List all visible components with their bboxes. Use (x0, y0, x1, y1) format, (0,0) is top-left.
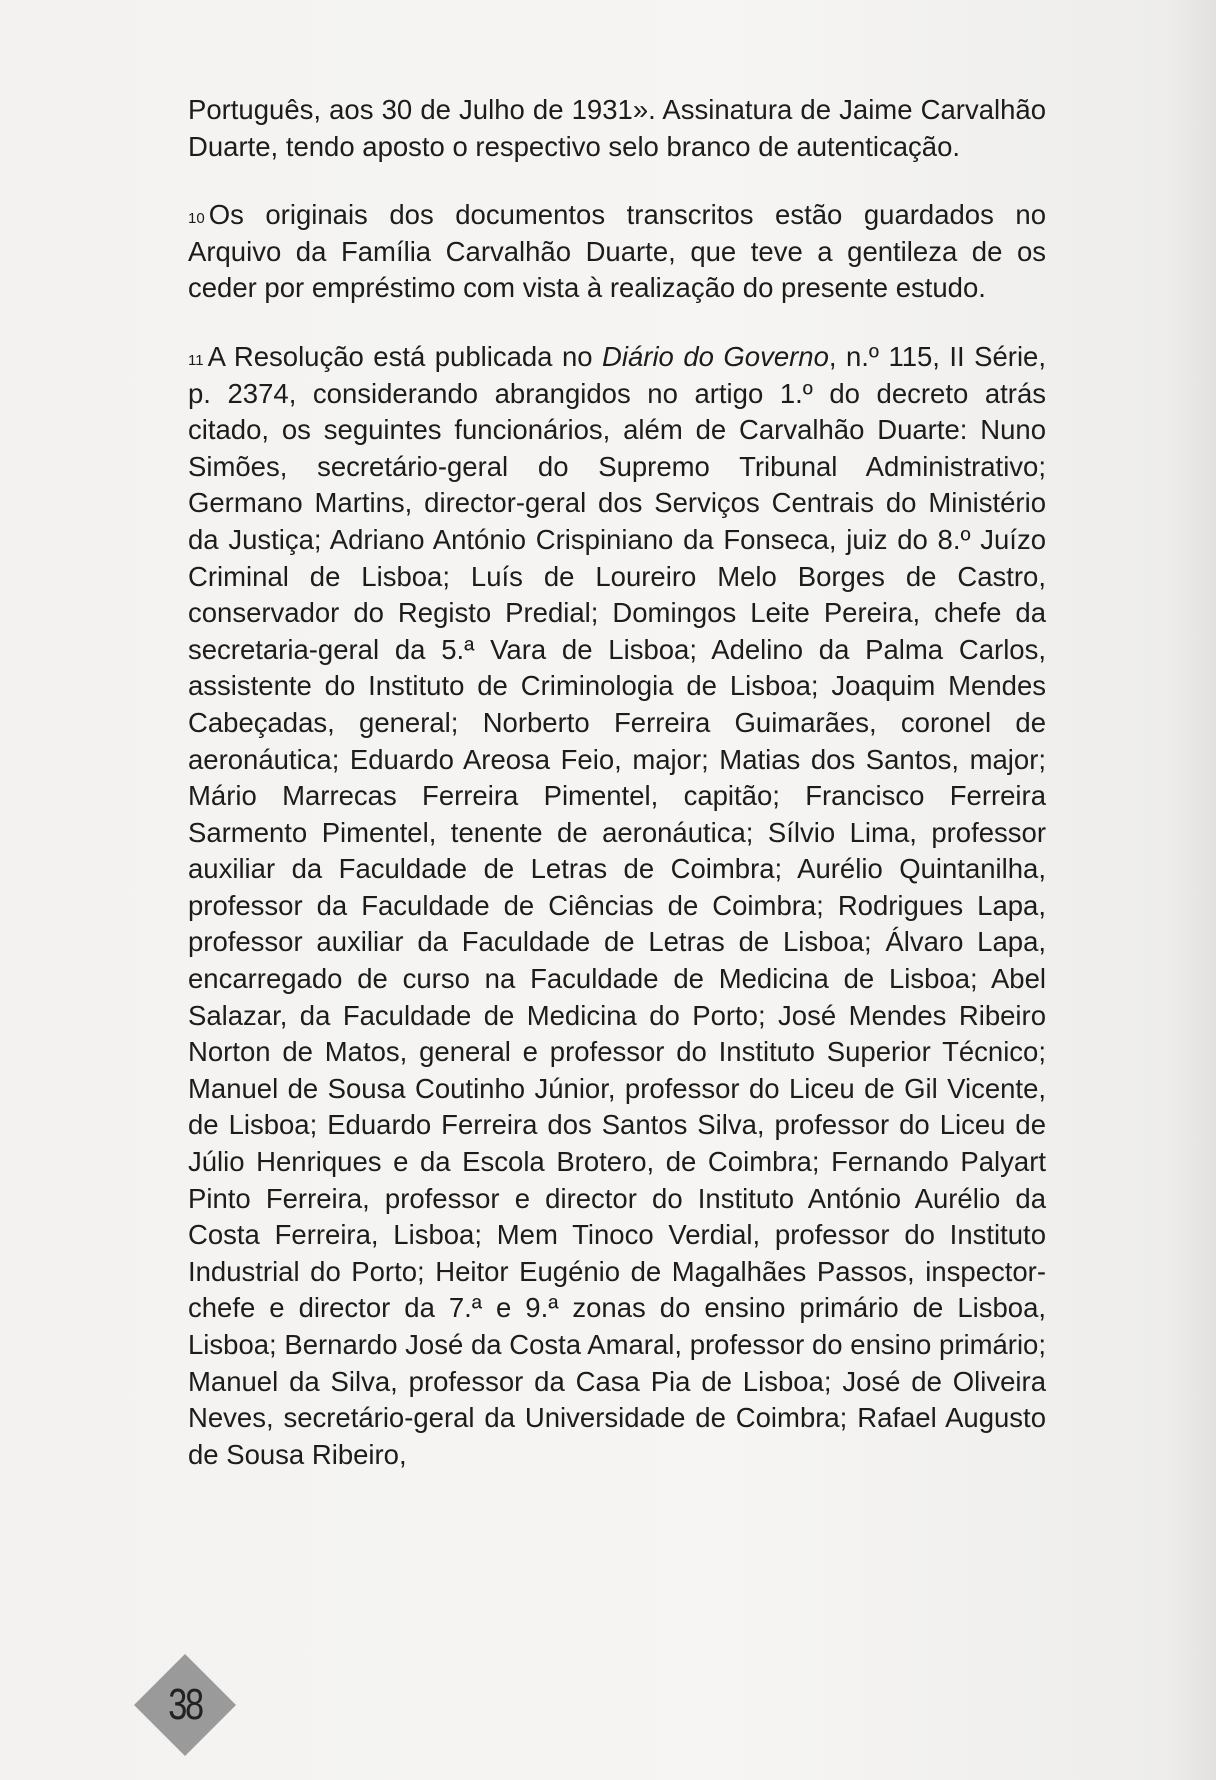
page-number-badge (130, 1650, 240, 1760)
footnote-text: Os originais dos documentos transcritos estão guardados no Arquivo da Família Carvalhão Duarte, que teve a gentileza de os ceder por empréstimo com vista à realização do presente estudo. (188, 199, 1046, 304)
footnote-number: 10 (188, 210, 205, 228)
footnote-text-after: , n.º 115, II Série, p. 2374, considerando abrangidos no artigo 1.º do decreto atrás citado, os seguintes funcionários, além de Carvalhão Duarte: Nuno Simões, secretário-geral do Supremo Tribunal Administrativo; Germano Martins, director-geral dos Serviços Centrais do Ministério da Justiça; Adriano António Crispiniano da Fonseca, juiz do 8.º Juízo Criminal de Lisboa; Luís de Loureiro Melo Borges de Castro, conservador do Registo Predial; Domingos Leite Pereira, chefe da secretaria-geral da 5.ª Vara de Lisboa; Adelino da Palma Carlos, assistente do Instituto de Criminologia de Lisboa; Joaquim Mendes Cabeçadas, general; Norberto Ferreira Guimarães, coronel de aeronáutica; Eduardo Areosa Feio, major; Matias dos Santos, major; Mário Marrecas Ferreira Pimentel, capitão; Francisco Ferreira Sarmento Pimentel, tenente de aeronáutica; Sílvio Lima, professor auxiliar da Faculdade de Letras de Coimbra; Aurélio Quintanilha, professor da Faculdade de Ciências de Coimbra; Rodrigues Lapa, professor auxiliar da Faculdade de Letras de Lisboa; Álvaro Lapa, encarregado de curso na Faculdade de Medicina de Lisboa; Abel Salazar, da Faculdade de Medicina do Porto; José Mendes Ribeiro Norton de Matos, general e professor do Instituto Superior Técnico; Manuel de Sousa Coutinho Júnior, professor do Liceu de Gil Vicente, de Lisboa; Eduardo Ferreira dos Santos Silva, professor do Liceu de Júlio Henriques e da Escola Brotero, de Coimbra; Fernando Palyart Pinto Ferreira, professor e director do Instituto António Aurélio da Costa Ferreira, Lisboa; Mem Tinoco Verdial, professor do Instituto Industrial do Porto; Heitor Eugénio de Magalhães Passos, inspector-chefe e director da 7.ª e 9.ª zonas do ensino primário de Lisboa, Lisboa; Bernardo José da Costa Amaral, professor do ensino primário; Manuel da Silva, professor da Casa Pia de Lisboa; José de Oliveira Neves, secretário-geral da Universidade de Coimbra; Rafael Augusto de Sousa Ribeiro, (188, 340, 1046, 1470)
footnote-number: 11 (188, 351, 204, 369)
publication-title: Diário do Governo (602, 340, 829, 372)
footnotes-column (188, 92, 1046, 1505)
footnote-continuation (188, 92, 1046, 165)
footnote-text: Português, aos 30 de Julho de 1931». Assinatura de Jaime Carvalhão Duarte, tendo aposto o respectivo selo branco de autenticação. (188, 94, 1046, 162)
page-number: 38 (168, 1680, 202, 1729)
footnote-text-before: A Resolução está publicada no (207, 340, 603, 372)
footnote-11 (188, 339, 1046, 1473)
footnote-10 (188, 197, 1046, 307)
